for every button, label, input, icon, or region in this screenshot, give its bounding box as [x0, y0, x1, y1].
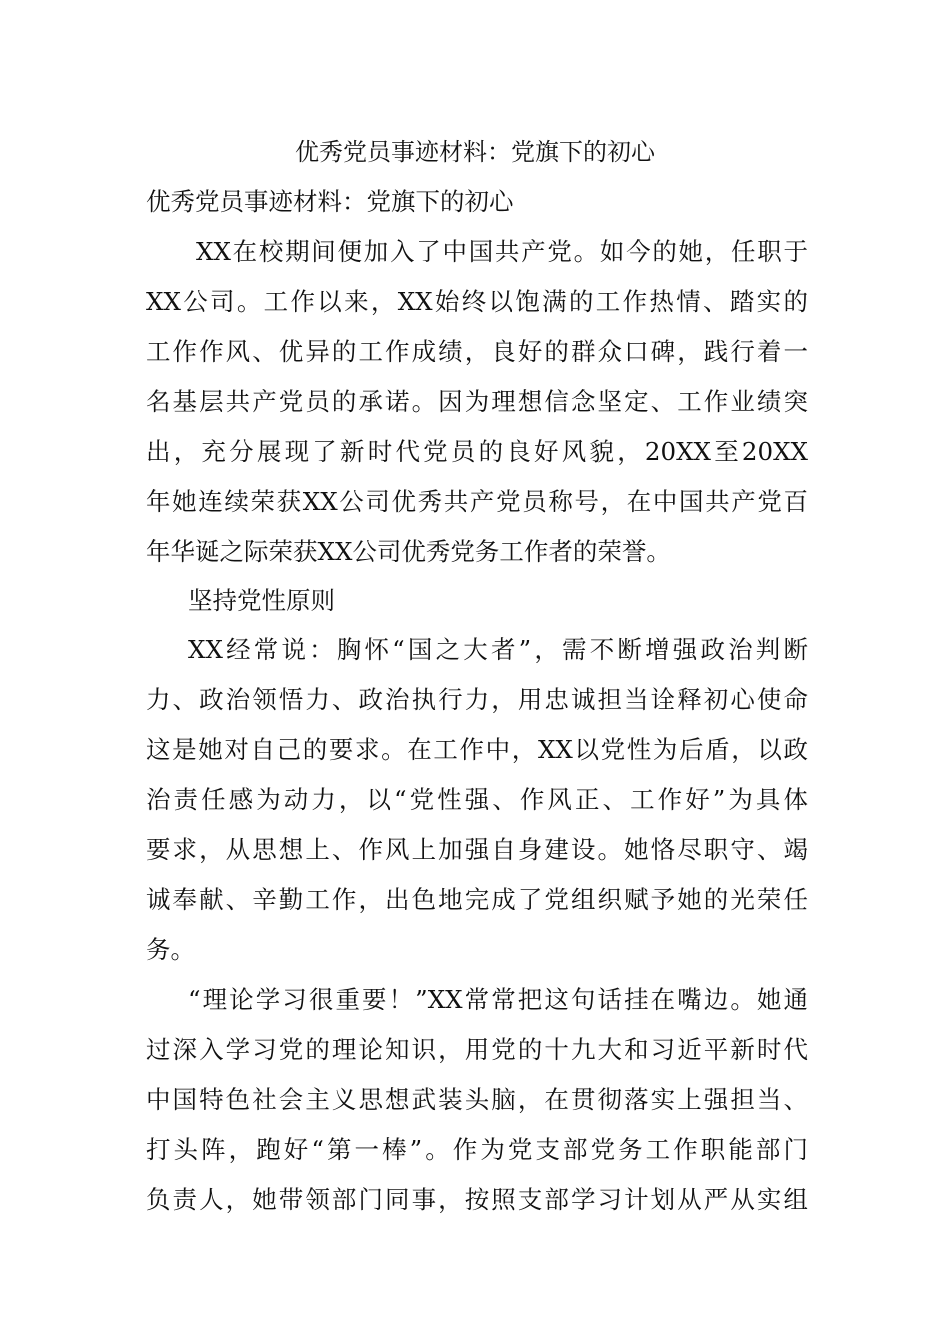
paragraph-line: 务。 [146, 935, 195, 964]
paragraph-line: 打头阵，跑好“第一棒”。作为党支部党务工作职能部门 [146, 1135, 808, 1164]
paragraph-line: 过深入学习党的理论知识，用党的十九大和习近平新时代 [146, 1035, 808, 1064]
paragraph-line: 治责任感为动力，以“党性强、作风正、工作好”为具体 [146, 785, 808, 814]
paragraph-line: 年她连续荣获XX公司优秀共产党员称号，在中国共产党百 [146, 487, 808, 516]
paragraph-line: XX在校期间便加入了中国共产党。如今的她，任职于 [196, 237, 808, 266]
document-subtitle: 优秀党员事迹材料：党旗下的初心 [146, 187, 514, 216]
paragraph-line: 负责人，她带领部门同事，按照支部学习计划从严从实组 [146, 1185, 808, 1214]
paragraph-line: XX公司。工作以来，XX始终以饱满的工作热情、踏实的 [146, 287, 808, 316]
paragraph-line: 出，充分展现了新时代党员的良好风貌，20XX至20XX [146, 437, 808, 466]
paragraph-line: 名基层共产党员的承诺。因为理想信念坚定、工作业绩突 [146, 387, 808, 416]
document-title: 优秀党员事迹材料：党旗下的初心 [295, 138, 655, 166]
paragraph-line: 工作作风、优异的工作成绩，良好的群众口碑，践行着一 [146, 337, 808, 366]
paragraph-line: 要求，从思想上、作风上加强自身建设。她恪尽职守、竭 [146, 835, 808, 864]
section-heading: 坚持党性原则 [188, 586, 335, 615]
paragraph-line: 诚奉献、辛勤工作，出色地完成了党组织赋予她的光荣任 [146, 885, 808, 914]
paragraph-line: 这是她对自己的要求。在工作中，XX以党性为后盾，以政 [146, 735, 808, 764]
paragraph-line: 力、政治领悟力、政治执行力，用忠诚担当诠释初心使命 [146, 685, 808, 714]
paragraph-line: “理论学习很重要！”XX常常把这句话挂在嘴边。她通 [188, 985, 808, 1014]
paragraph-line: 年华诞之际荣获XX公司优秀党务工作者的荣誉。 [146, 537, 671, 566]
paragraph-line: XX经常说：胸怀“国之大者”，需不断增强政治判断 [188, 635, 808, 664]
paragraph-line: 中国特色社会主义思想武装头脑，在贯彻落实上强担当、 [146, 1085, 808, 1114]
